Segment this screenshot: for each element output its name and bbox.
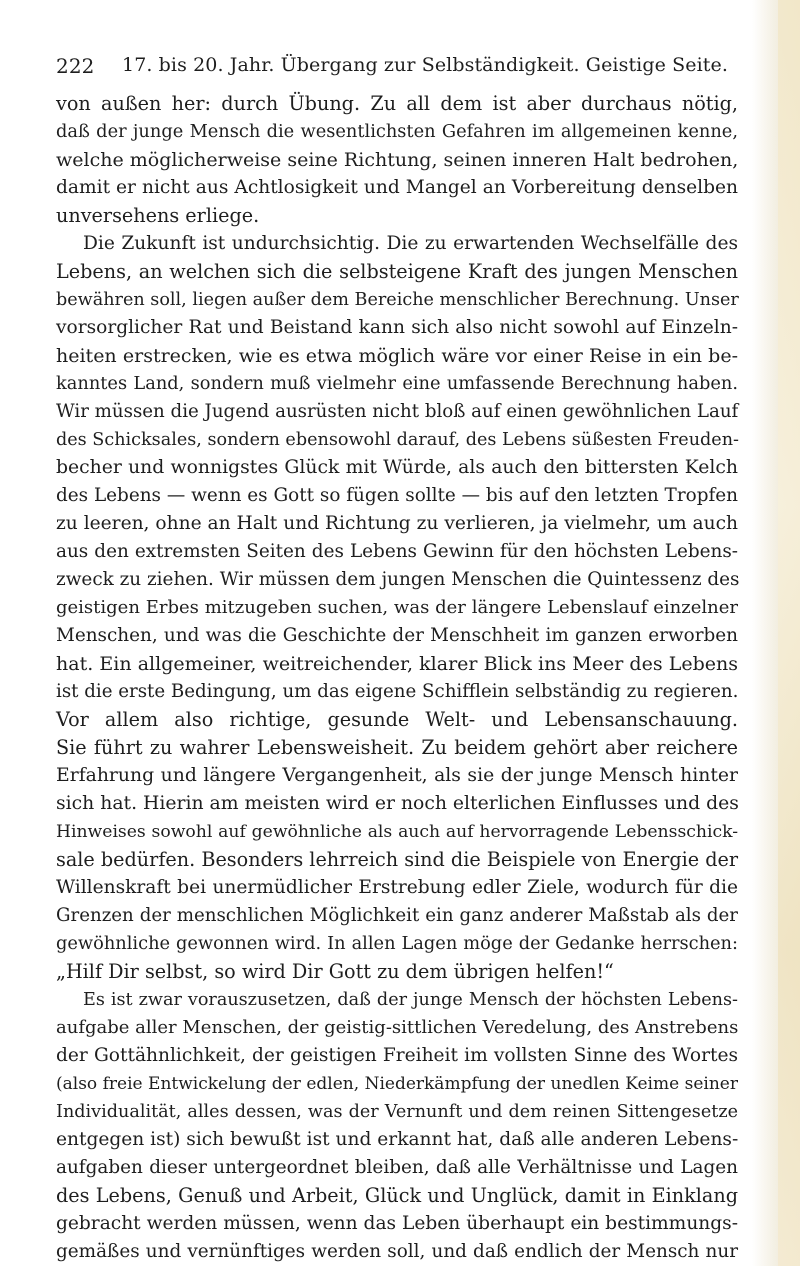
text-line: heiten erstrecken, wie es etwa möglich wäre vor einer Reise in ein be- [56, 345, 738, 367]
text-line: Grenzen der menschlichen Möglichkeit ein ganz anderer Maßstab als der [56, 905, 738, 926]
text-line: „Hilf Dir selbst, so wird Dir Gott zu dem übrigen helfen!“ [56, 960, 614, 983]
text-line: Hinweises sowohl auf gewöhnliche als auch auf hervorragende Lebensschick- [56, 822, 738, 842]
text-line: Individualität, alles dessen, was der Vernunft und dem reinen Sittengesetze [56, 1102, 738, 1122]
text-line: gewöhnliche gewonnen wird. In allen Lagen möge der Gedanke herrschen: [56, 933, 738, 954]
running-head: 17. bis 20. Jahr. Übergang zur Selbständigkeit. Geistige Seite. [122, 54, 728, 76]
text-line: von außen her: durch Übung. Zu all dem ist aber durchaus nötig, [56, 92, 738, 115]
text-line: der Gottähnlichkeit, der geistigen Freiheit im vollsten Sinne des Wortes [56, 1045, 738, 1066]
text-line: Wir müssen die Jugend ausrüsten nicht bloß auf einen gewöhnlichen Lauf [56, 401, 739, 422]
text-line: des Lebens — wenn es Gott so fügen sollte — bis auf den letzten Tropfen [56, 485, 738, 506]
text-line: becher und wonnigstes Glück mit Würde, als auch den bittersten Kelch [56, 457, 738, 478]
page-number: 222 [56, 54, 95, 78]
text-line: vorsorglicher Rat und Beistand kann sich also nicht sowohl auf Einzeln- [56, 317, 738, 338]
text-line: gemäßes und vernünftiges werden soll, und daß endlich der Mensch nur [56, 1241, 738, 1262]
text-line: entgegen ist) sich bewußt ist und erkannt hat, daß alle anderen Lebens- [56, 1129, 739, 1150]
text-line: aus den extremsten Seiten des Lebens Gewinn für den höchsten Lebens- [56, 541, 738, 562]
text-line: Vor allem also richtige, gesunde Welt- und Lebensanschauung. [56, 708, 738, 731]
text-line: (also freie Entwickelung der edlen, Niederkämpfung der unedlen Keime seiner [56, 1074, 738, 1094]
text-line: sich hat. Hierin am meisten wird er noch elterlichen Einflusses und des [56, 793, 739, 814]
text-line: daß der junge Mensch die wesentlichsten Gefahren im allgemeinen kenne, [56, 121, 738, 142]
text-line: welche möglicherweise seine Richtung, seinen inneren Halt bedrohen, [56, 149, 739, 171]
text-line: sale bedürfen. Besonders lehrreich sind die Beispiele von Energie der [56, 848, 739, 871]
text-line: Die Zukunft ist undurchsichtig. Die zu erwartenden Wechselfälle des [83, 233, 738, 254]
text-line: kanntes Land, sondern muß vielmehr eine umfassende Berechnung haben. [56, 373, 738, 394]
text-line: unversehens erliege. [56, 204, 260, 227]
page-edge [778, 0, 800, 1266]
body-text [56, 90, 738, 1266]
text-line: Willenskraft bei unermüdlicher Erstrebung edler Ziele, wodurch für die [56, 877, 738, 898]
text-line: Menschen, und was die Geschichte der Menschheit im ganzen erworben [56, 625, 738, 646]
text-line: gebracht werden müssen, wenn das Leben überhaupt ein bestimmungs- [56, 1213, 738, 1234]
text-line: des Lebens, Genuß und Arbeit, Glück und Unglück, damit in Einklang [56, 1184, 738, 1207]
text-line: Erfahrung und längere Vergangenheit, als sie der junge Mensch hinter [56, 765, 738, 786]
text-line: geistigen Erbes mitzugeben suchen, was der längere Lebenslauf einzelner [56, 597, 738, 618]
text-line: bewähren soll, liegen außer dem Bereiche menschlicher Berechnung. Unser [56, 290, 739, 310]
text-line: ist die erste Bedingung, um das eigene Schifflein selbständig zu regieren. [56, 681, 739, 702]
text-line: hat. Ein allgemeiner, weitreichender, klarer Blick ins Meer des Lebens [56, 653, 738, 675]
text-line: Sie führt zu wahrer Lebensweisheit. Zu beidem gehört aber reichere [56, 736, 738, 759]
text-line: zweck zu ziehen. Wir müssen dem jungen Menschen die Quintessenz des [56, 569, 740, 590]
text-line: zu leeren, ohne an Halt und Richtung zu verlieren, ja vielmehr, um auch [56, 513, 738, 534]
text-line: Es ist zwar vorauszusetzen, daß der junge Mensch der höchsten Lebens- [83, 990, 738, 1010]
text-line: des Schicksales, sondern ebensowohl darauf, des Lebens süßesten Freuden- [56, 430, 739, 450]
page-header [56, 48, 736, 78]
text-line: aufgabe aller Menschen, der geistig-sittlichen Veredelung, des Anstrebens [56, 1017, 739, 1038]
text-line: damit er nicht aus Achtlosigkeit und Mangel an Vorbereitung denselben [56, 177, 738, 198]
text-line: Lebens, an welchen sich die selbsteigene Kraft des jungen Menschen [56, 260, 738, 283]
text-line: aufgaben dieser untergeordnet bleiben, daß alle Verhältnisse und Lagen [56, 1157, 738, 1178]
